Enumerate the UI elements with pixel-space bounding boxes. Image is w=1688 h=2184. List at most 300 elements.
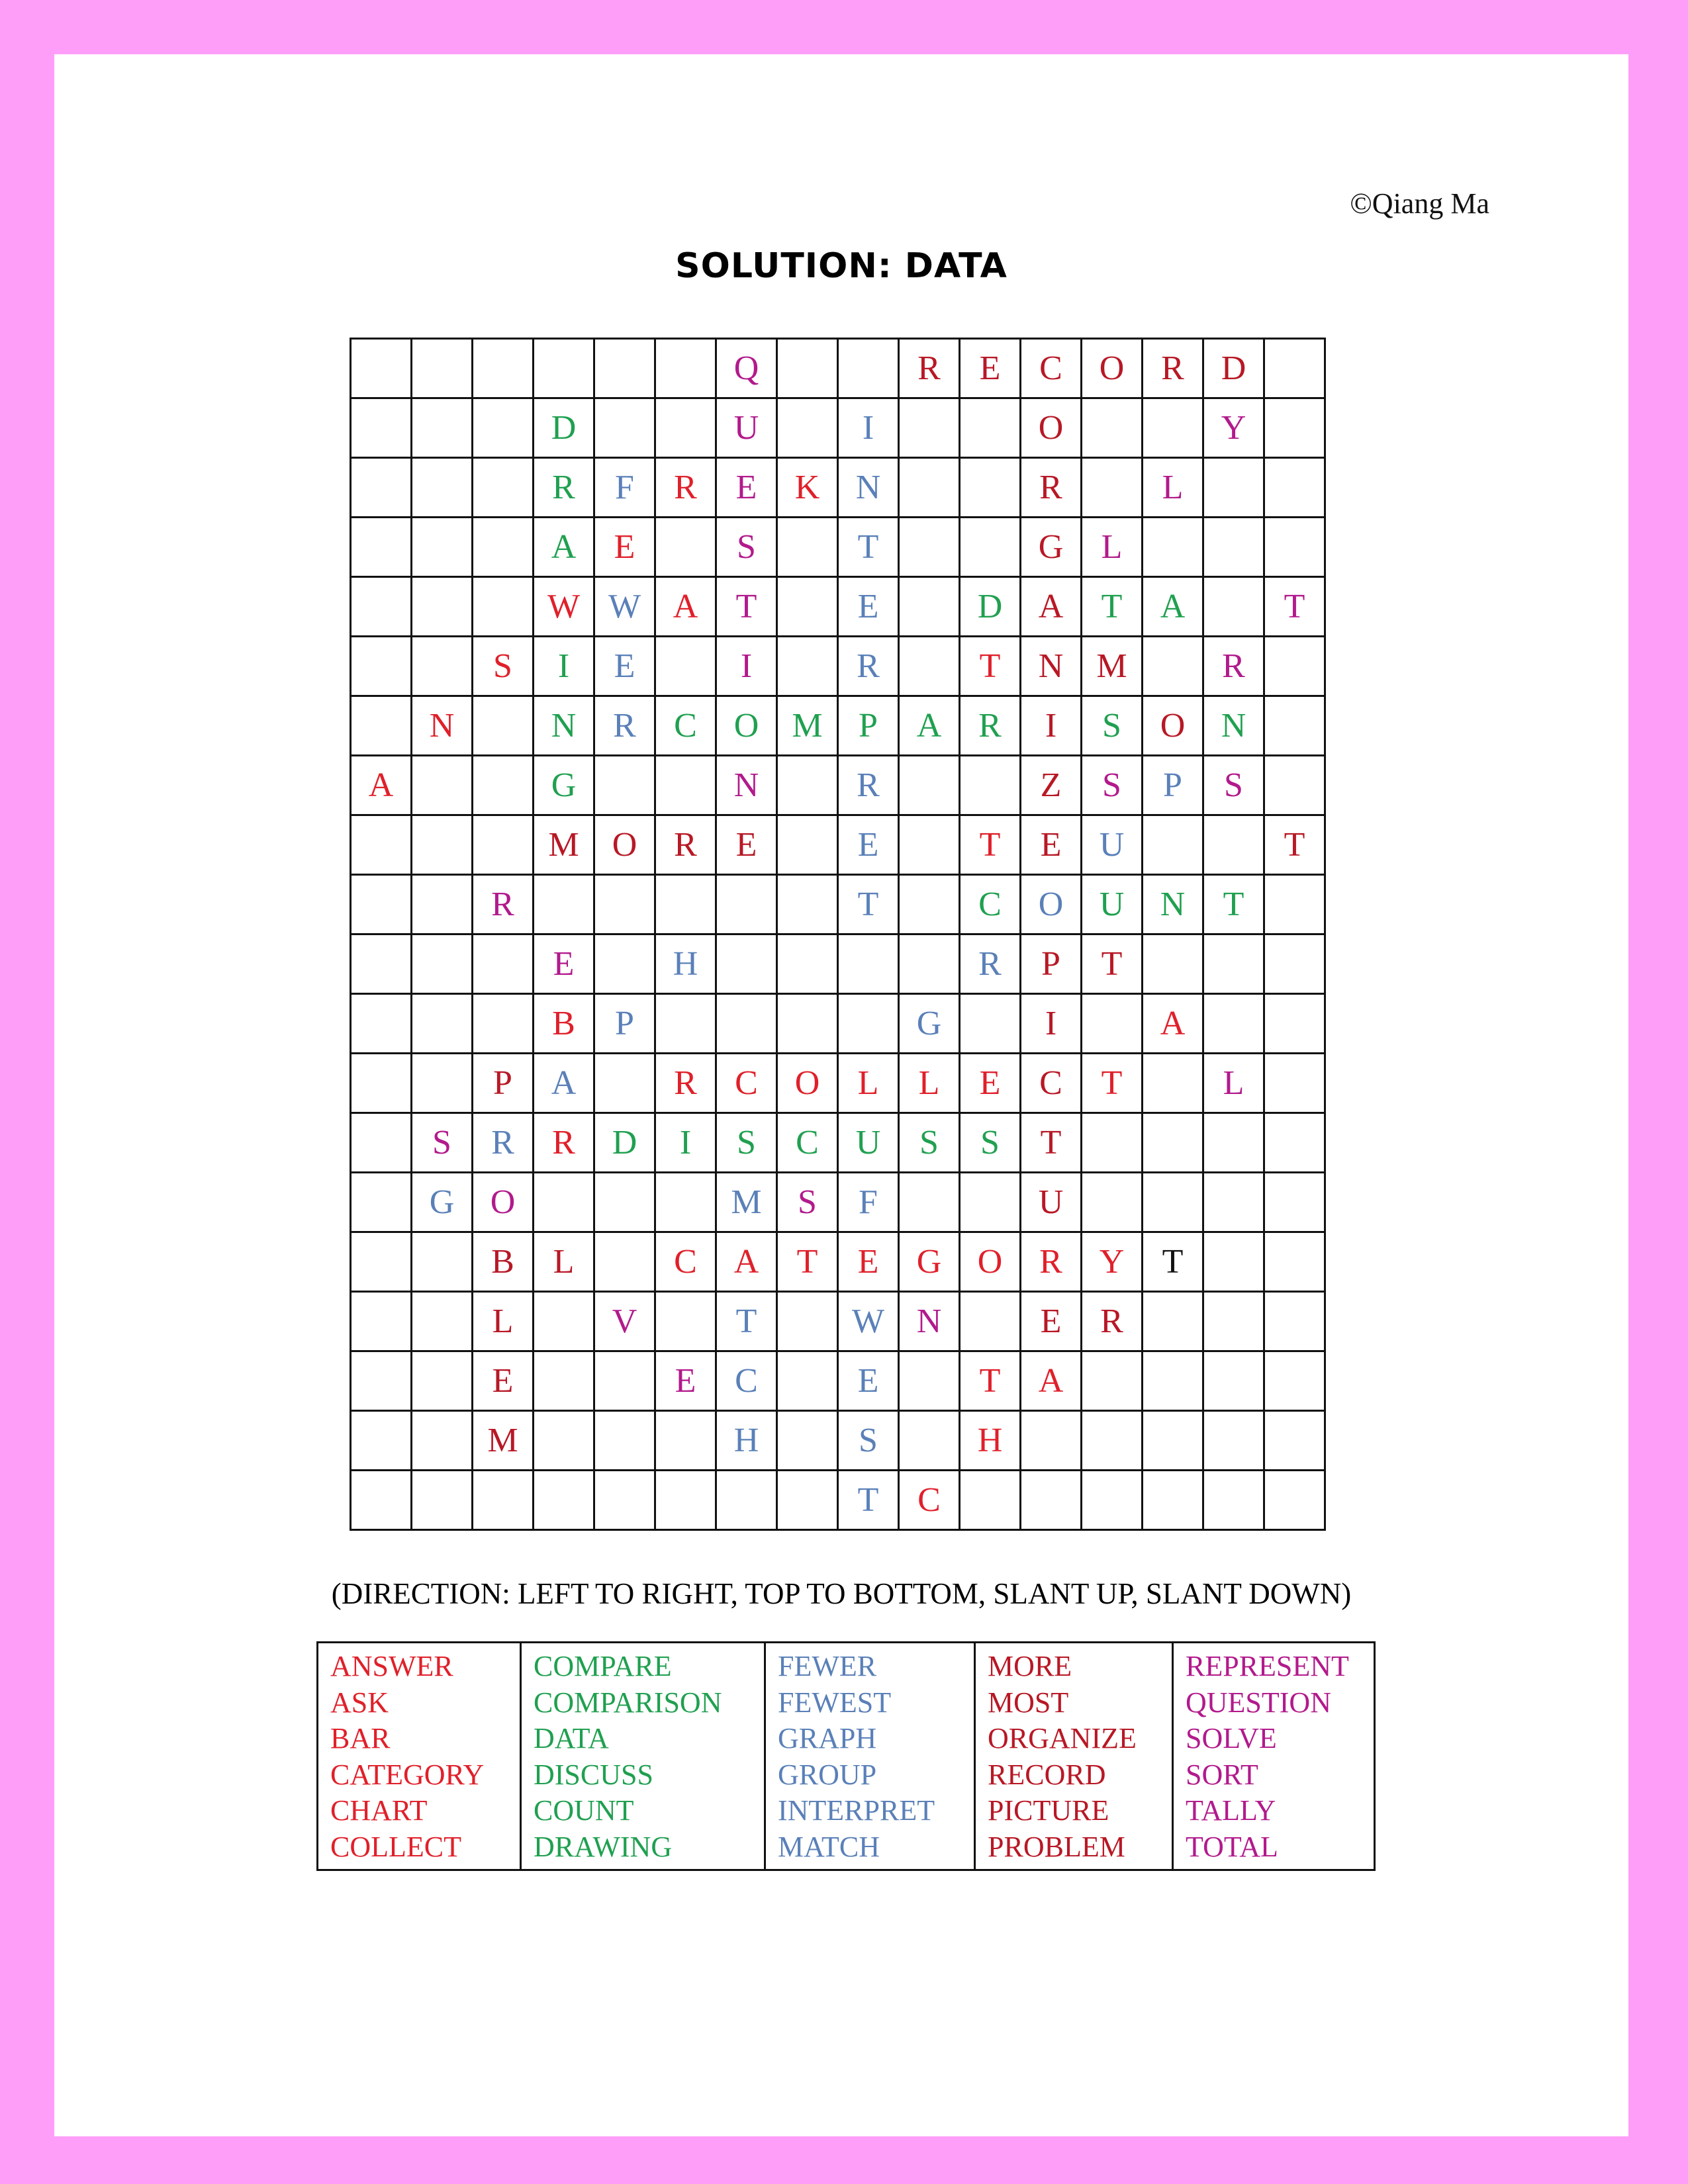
word-bank-item: SOLVE — [1186, 1722, 1277, 1754]
grid-cell: I — [655, 1113, 716, 1173]
grid-cell — [899, 518, 960, 577]
grid-cell: P — [1021, 934, 1082, 994]
grid-cell — [1264, 1173, 1325, 1232]
grid-cell: P — [473, 1054, 534, 1113]
grid-cell — [1143, 1292, 1203, 1351]
grid-cell — [1143, 1411, 1203, 1471]
word-bank-item: GRAPH — [778, 1722, 877, 1754]
grid-cell: T — [716, 577, 777, 637]
grid-cell — [351, 1471, 412, 1530]
grid-cell: M — [534, 815, 594, 875]
grid-row — [351, 339, 1325, 398]
grid-cell: O — [777, 1054, 838, 1113]
grid-cell: C — [655, 696, 716, 756]
grid-cell: E — [473, 1351, 534, 1411]
grid-cell: G — [899, 994, 960, 1054]
grid-cell: M — [716, 1173, 777, 1232]
grid-cell: S — [838, 1411, 899, 1471]
grid-cell: T — [838, 875, 899, 934]
grid-cell: R — [838, 637, 899, 696]
grid-cell — [838, 994, 899, 1054]
word-bank-item: QUESTION — [1186, 1686, 1331, 1719]
grid-cell: G — [412, 1173, 473, 1232]
grid-cell — [473, 815, 534, 875]
grid-cell: O — [1021, 398, 1082, 458]
grid-cell: C — [1021, 339, 1082, 398]
grid-cell: R — [899, 339, 960, 398]
grid-cell — [351, 577, 412, 637]
word-bank-item: COUNT — [534, 1794, 634, 1827]
grid-cell — [777, 934, 838, 994]
grid-cell: E — [1021, 1292, 1082, 1351]
direction-text: (DIRECTION: LEFT TO RIGHT, TOP TO BOTTOM, SLANT UP, SLANT DOWN) — [331, 1577, 1352, 1610]
grid-cell: C — [960, 875, 1021, 934]
grid-cell — [1021, 1471, 1082, 1530]
grid-cell — [351, 1351, 412, 1411]
grid-cell: I — [1021, 994, 1082, 1054]
word-bank-item: COMPARISON — [534, 1686, 722, 1719]
grid-cell — [960, 1173, 1021, 1232]
grid-row — [351, 1054, 1325, 1113]
grid-cell: R — [1021, 1232, 1082, 1292]
grid-cell — [594, 398, 655, 458]
grid-cell — [351, 398, 412, 458]
grid-cell — [655, 875, 716, 934]
grid-cell — [1203, 934, 1264, 994]
grid-cell — [838, 934, 899, 994]
grid-cell: A — [1021, 1351, 1082, 1411]
grid-cell: E — [960, 1054, 1021, 1113]
grid-cell: N — [838, 458, 899, 518]
grid-cell — [534, 1292, 594, 1351]
word-bank-item: TALLY — [1186, 1794, 1276, 1827]
grid-cell: T — [1021, 1113, 1082, 1173]
grid-cell: A — [534, 518, 594, 577]
grid-cell — [960, 1471, 1021, 1530]
word-bank-item: DISCUSS — [534, 1758, 653, 1791]
grid-cell: O — [1143, 696, 1203, 756]
grid-cell — [1264, 756, 1325, 815]
grid-cell: Y — [1203, 398, 1264, 458]
grid-cell: I — [838, 398, 899, 458]
grid-cell: E — [716, 458, 777, 518]
word-bank-row — [318, 1643, 1375, 1870]
grid-cell — [960, 756, 1021, 815]
grid-cell: N — [899, 1292, 960, 1351]
grid-cell: N — [716, 756, 777, 815]
grid-cell — [777, 339, 838, 398]
grid-cell — [960, 518, 1021, 577]
grid-cell — [716, 1471, 777, 1530]
grid-cell: W — [594, 577, 655, 637]
grid-cell: C — [1021, 1054, 1082, 1113]
grid-row — [351, 398, 1325, 458]
grid-cell — [1203, 1411, 1264, 1471]
word-bank-item: INTERPRET — [778, 1794, 935, 1827]
grid-cell — [960, 398, 1021, 458]
grid-row — [351, 1292, 1325, 1351]
grid-cell: M — [473, 1411, 534, 1471]
grid-cell — [899, 875, 960, 934]
grid-cell — [351, 518, 412, 577]
grid-cell: A — [534, 1054, 594, 1113]
grid-cell: L — [838, 1054, 899, 1113]
word-bank-item: REPRESENT — [1186, 1650, 1349, 1682]
grid-cell — [594, 1471, 655, 1530]
word-bank-item: MORE — [988, 1650, 1072, 1682]
grid-cell — [899, 1411, 960, 1471]
grid-row — [351, 1113, 1325, 1173]
grid-cell — [1082, 994, 1143, 1054]
grid-cell — [1203, 815, 1264, 875]
grid-cell — [473, 934, 534, 994]
grid-cell: S — [1203, 756, 1264, 815]
grid-cell: L — [1082, 518, 1143, 577]
grid-cell — [1264, 339, 1325, 398]
grid-cell — [1264, 518, 1325, 577]
grid-cell — [351, 994, 412, 1054]
grid-cell — [473, 577, 534, 637]
grid-cell — [777, 1411, 838, 1471]
grid-cell — [1082, 458, 1143, 518]
grid-cell — [777, 577, 838, 637]
grid-cell — [655, 398, 716, 458]
grid-cell: T — [777, 1232, 838, 1292]
grid-cell: U — [1021, 1173, 1082, 1232]
grid-cell — [534, 875, 594, 934]
word-bank — [316, 1641, 1376, 1871]
grid-cell: S — [473, 637, 534, 696]
grid-cell: T — [960, 637, 1021, 696]
word-bank-item: ANSWER — [330, 1650, 453, 1682]
grid-cell — [412, 994, 473, 1054]
grid-cell — [1203, 518, 1264, 577]
grid-cell: R — [594, 696, 655, 756]
grid-cell — [777, 398, 838, 458]
grid-cell: I — [716, 637, 777, 696]
grid-cell: P — [838, 696, 899, 756]
grid-cell: T — [1264, 815, 1325, 875]
grid-cell — [473, 339, 534, 398]
copyright-text: ©Qiang Ma — [1350, 187, 1489, 220]
grid-cell: R — [655, 1054, 716, 1113]
grid-cell — [534, 339, 594, 398]
grid-cell: R — [1203, 637, 1264, 696]
grid-cell — [1082, 1351, 1143, 1411]
grid-cell — [412, 339, 473, 398]
grid-cell: O — [473, 1173, 534, 1232]
grid-cell: P — [1143, 756, 1203, 815]
word-bank-item: SORT — [1186, 1758, 1258, 1791]
grid-cell: M — [777, 696, 838, 756]
grid-cell: A — [1143, 994, 1203, 1054]
grid-cell: N — [1143, 875, 1203, 934]
grid-row — [351, 696, 1325, 756]
grid-cell: A — [655, 577, 716, 637]
grid-cell: T — [838, 1471, 899, 1530]
grid-row — [351, 756, 1325, 815]
grid-cell — [412, 1292, 473, 1351]
grid-cell — [594, 339, 655, 398]
grid-cell — [899, 1351, 960, 1411]
grid-cell: L — [534, 1232, 594, 1292]
grid-cell — [412, 1232, 473, 1292]
grid-cell — [1264, 398, 1325, 458]
grid-cell — [899, 458, 960, 518]
grid-cell: I — [534, 637, 594, 696]
grid-cell — [655, 1173, 716, 1232]
grid-row — [351, 1173, 1325, 1232]
grid-cell — [1264, 1232, 1325, 1292]
grid-cell — [1264, 458, 1325, 518]
grid-cell: T — [716, 1292, 777, 1351]
grid-cell: E — [838, 815, 899, 875]
grid-cell — [655, 518, 716, 577]
grid-cell — [1264, 1113, 1325, 1173]
grid-cell — [1264, 1411, 1325, 1471]
grid-cell — [412, 815, 473, 875]
grid-cell: O — [594, 815, 655, 875]
grid-row — [351, 1232, 1325, 1292]
grid-cell: C — [777, 1113, 838, 1173]
grid-cell — [412, 637, 473, 696]
grid-cell: U — [838, 1113, 899, 1173]
grid-cell: G — [899, 1232, 960, 1292]
word-bank-item: DRAWING — [534, 1830, 673, 1863]
grid-cell — [1082, 1173, 1143, 1232]
page-title: SOLUTION: DATA — [675, 246, 1008, 286]
grid-cell: A — [1143, 577, 1203, 637]
grid-cell — [473, 518, 534, 577]
grid-cell — [534, 1351, 594, 1411]
grid-row — [351, 1411, 1325, 1471]
grid-cell — [412, 1471, 473, 1530]
word-bank-item: FEWER — [778, 1650, 877, 1682]
grid-cell — [351, 815, 412, 875]
grid-cell — [1264, 696, 1325, 756]
grid-cell: E — [655, 1351, 716, 1411]
grid-cell — [473, 994, 534, 1054]
grid-cell: O — [960, 1232, 1021, 1292]
grid-cell — [351, 1232, 412, 1292]
grid-cell: V — [594, 1292, 655, 1351]
grid-cell: E — [1021, 815, 1082, 875]
grid-cell: R — [655, 458, 716, 518]
grid-cell: A — [716, 1232, 777, 1292]
grid-cell — [1143, 1173, 1203, 1232]
grid-cell: B — [534, 994, 594, 1054]
grid-cell — [412, 1411, 473, 1471]
word-bank-item: CHART — [330, 1794, 428, 1827]
grid-cell: R — [838, 756, 899, 815]
word-bank-item: BAR — [330, 1722, 391, 1754]
grid-cell: F — [838, 1173, 899, 1232]
grid-cell — [899, 637, 960, 696]
grid-cell — [351, 875, 412, 934]
grid-cell: W — [838, 1292, 899, 1351]
grid-cell — [1264, 1054, 1325, 1113]
grid-cell — [594, 1351, 655, 1411]
grid-cell — [594, 875, 655, 934]
word-bank-item: PROBLEM — [988, 1830, 1125, 1863]
grid-cell: G — [534, 756, 594, 815]
word-bank-column — [765, 1643, 975, 1870]
grid-cell — [1143, 1351, 1203, 1411]
grid-cell: E — [838, 1232, 899, 1292]
grid-cell: D — [594, 1113, 655, 1173]
grid-cell: R — [655, 815, 716, 875]
grid-cell — [777, 994, 838, 1054]
grid-cell: E — [838, 577, 899, 637]
grid-cell: O — [1021, 875, 1082, 934]
grid-cell: E — [960, 339, 1021, 398]
grid-row — [351, 815, 1325, 875]
grid-cell — [412, 1054, 473, 1113]
grid-cell — [473, 756, 534, 815]
worksheet-page — [54, 54, 1628, 2136]
grid-cell: S — [412, 1113, 473, 1173]
grid-row — [351, 875, 1325, 934]
grid-cell: D — [534, 398, 594, 458]
grid-cell: S — [1082, 756, 1143, 815]
word-bank-item: FEWEST — [778, 1686, 892, 1719]
grid-cell — [351, 1113, 412, 1173]
word-bank-item: ASK — [330, 1686, 389, 1719]
grid-cell — [351, 637, 412, 696]
grid-cell — [412, 1351, 473, 1411]
grid-cell — [351, 696, 412, 756]
grid-cell: N — [1021, 637, 1082, 696]
grid-cell — [777, 637, 838, 696]
grid-cell — [1264, 637, 1325, 696]
grid-cell: Z — [1021, 756, 1082, 815]
grid-cell — [899, 815, 960, 875]
grid-cell — [1264, 934, 1325, 994]
grid-cell — [1082, 398, 1143, 458]
grid-cell: L — [473, 1292, 534, 1351]
grid-cell: G — [1021, 518, 1082, 577]
grid-cell: A — [1021, 577, 1082, 637]
word-search-grid — [350, 338, 1326, 1531]
grid-cell: Y — [1082, 1232, 1143, 1292]
grid-cell — [655, 1411, 716, 1471]
word-bank-column — [521, 1643, 765, 1870]
grid-cell: S — [899, 1113, 960, 1173]
grid-cell: R — [960, 696, 1021, 756]
grid-row — [351, 994, 1325, 1054]
grid-cell: A — [351, 756, 412, 815]
word-bank-item: ORGANIZE — [988, 1722, 1137, 1754]
grid-cell — [412, 518, 473, 577]
grid-cell: W — [534, 577, 594, 637]
grid-row — [351, 577, 1325, 637]
grid-cell: T — [1082, 577, 1143, 637]
grid-cell — [351, 1292, 412, 1351]
grid-cell: R — [1021, 458, 1082, 518]
word-bank-item: GROUP — [778, 1758, 877, 1791]
grid-row — [351, 458, 1325, 518]
grid-cell — [960, 458, 1021, 518]
grid-cell — [655, 637, 716, 696]
word-bank-item: PICTURE — [988, 1794, 1109, 1827]
grid-cell: T — [838, 518, 899, 577]
grid-cell — [1143, 1471, 1203, 1530]
grid-cell — [899, 1173, 960, 1232]
grid-cell: D — [960, 577, 1021, 637]
grid-cell — [594, 1411, 655, 1471]
grid-cell — [534, 1471, 594, 1530]
word-bank-item: TOTAL — [1186, 1830, 1278, 1863]
grid-cell: R — [534, 1113, 594, 1173]
grid-cell: L — [899, 1054, 960, 1113]
grid-cell — [1143, 815, 1203, 875]
grid-cell — [1082, 1113, 1143, 1173]
grid-cell — [351, 1173, 412, 1232]
grid-cell — [1143, 1113, 1203, 1173]
grid-cell — [777, 1471, 838, 1530]
grid-row — [351, 934, 1325, 994]
grid-cell: L — [1203, 1054, 1264, 1113]
grid-cell: E — [594, 518, 655, 577]
grid-cell — [1143, 398, 1203, 458]
grid-cell — [899, 934, 960, 994]
grid-cell: S — [716, 1113, 777, 1173]
grid-cell: C — [655, 1232, 716, 1292]
grid-cell — [716, 875, 777, 934]
grid-cell — [899, 577, 960, 637]
grid-cell — [594, 1232, 655, 1292]
word-bank-column — [318, 1643, 521, 1870]
grid-cell — [594, 1054, 655, 1113]
grid-cell — [351, 1054, 412, 1113]
grid-cell — [777, 518, 838, 577]
grid-cell — [655, 1292, 716, 1351]
grid-cell — [412, 875, 473, 934]
grid-cell: B — [473, 1232, 534, 1292]
grid-cell — [1264, 875, 1325, 934]
grid-cell: L — [1143, 458, 1203, 518]
grid-cell: H — [960, 1411, 1021, 1471]
grid-cell: U — [716, 398, 777, 458]
grid-cell — [1021, 1411, 1082, 1471]
grid-cell: T — [1082, 934, 1143, 994]
grid-cell: N — [534, 696, 594, 756]
word-bank-item: RECORD — [988, 1758, 1106, 1791]
grid-cell — [777, 815, 838, 875]
grid-cell: N — [1203, 696, 1264, 756]
grid-cell — [594, 1173, 655, 1232]
grid-cell: C — [716, 1054, 777, 1113]
word-bank-item: MOST — [988, 1686, 1069, 1719]
grid-row — [351, 1471, 1325, 1530]
grid-cell — [351, 339, 412, 398]
grid-cell: H — [655, 934, 716, 994]
grid-cell — [1082, 1471, 1143, 1530]
grid-cell: E — [594, 637, 655, 696]
grid-cell: T — [960, 815, 1021, 875]
grid-cell: P — [594, 994, 655, 1054]
grid-cell: T — [1203, 875, 1264, 934]
grid-cell — [899, 756, 960, 815]
grid-cell — [1203, 1292, 1264, 1351]
grid-cell: U — [1082, 875, 1143, 934]
word-bank-item: COLLECT — [330, 1830, 461, 1863]
grid-cell — [1264, 994, 1325, 1054]
grid-cell — [838, 339, 899, 398]
grid-cell: S — [777, 1173, 838, 1232]
grid-cell — [777, 756, 838, 815]
grid-cell — [1264, 1292, 1325, 1351]
